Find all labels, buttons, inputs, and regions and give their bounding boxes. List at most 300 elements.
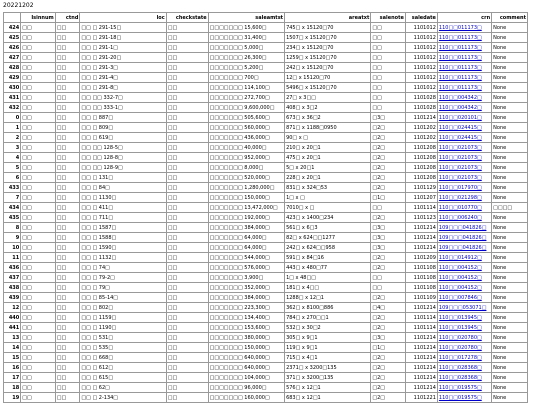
cell-salenote: □2□ (371, 153, 406, 163)
cell-loc: □□ □ 1588□ (80, 233, 166, 243)
cell-saledate: 1101012 (405, 33, 437, 43)
cell-ctnd: □□ (55, 293, 80, 303)
cell-ctnd: □□ (55, 103, 80, 113)
cell-Isinnum: □□ (21, 173, 56, 183)
cell-checkstate: □□ (166, 33, 208, 43)
cell-areatxt: 1507□ x 15120□70 (285, 33, 371, 43)
cell-salenote: □□ (371, 83, 406, 93)
cell-comment: None (492, 303, 528, 313)
cell-ctnd: □□ (55, 303, 80, 313)
cell-index: 7 (4, 193, 21, 203)
table-row (4, 143, 528, 153)
cell-checkstate: □□ (166, 23, 208, 33)
cell-saledate: 1101214 (405, 303, 437, 313)
cell-index: 0 (4, 113, 21, 123)
table-row (4, 253, 528, 263)
cell-checkstate: □□ (166, 153, 208, 163)
table-row (4, 363, 528, 373)
cell-checkstate: □□ (166, 383, 208, 393)
cell-crn[interactable]: 110□□011173□ (437, 23, 491, 33)
cell-areatxt: 12□ x 15120□70 (285, 73, 371, 83)
table-row (4, 103, 528, 113)
cell-loc: □□ □ 291-20□ (80, 53, 166, 63)
cell-saleamtst: □□□□□□□ 96,000□ (208, 383, 284, 393)
cell-loc: □□ □□ 128-8□ (80, 153, 166, 163)
cell-crn[interactable]: 110□□004342□ (437, 103, 491, 113)
cell-areatxt: 443□ x 480□77 (285, 263, 371, 273)
cell-comment: None (492, 23, 528, 33)
cell-crn[interactable]: 110□□024415□ (437, 123, 491, 133)
cell-index: 427 (4, 53, 21, 63)
cell-ctnd: □□ (55, 133, 80, 143)
cell-saledate: 1101214 (405, 223, 437, 233)
cell-areatxt: 831□ x 324□53 (285, 183, 371, 193)
cell-crn[interactable]: 110□□004342□ (437, 93, 491, 103)
cell-ctnd: □□ (55, 213, 80, 223)
cell-salenote: □2□ (371, 173, 406, 183)
cell-ctnd: □□ (55, 323, 80, 333)
cell-index: 11 (4, 253, 21, 263)
cell-areatxt: 242□ x 624□□958 (285, 243, 371, 253)
cell-crn[interactable]: 109□□□041826□ (437, 233, 491, 243)
cell-crn[interactable]: 110□□004152□ (437, 263, 491, 273)
cell-index: 439 (4, 293, 21, 303)
cell-loc: □□ □ 2-134□ (80, 393, 166, 403)
cell-Isinnum: □□ (21, 113, 56, 123)
cell-index: 434 (4, 203, 21, 213)
table-row (4, 313, 528, 323)
cell-Isinnum: □□ (21, 203, 56, 213)
cell-checkstate: □□ (166, 43, 208, 53)
table-row (4, 193, 528, 203)
table-row (4, 343, 528, 353)
cell-saledate: 1101214 (405, 243, 437, 253)
cell-checkstate: □□ (166, 173, 208, 183)
cell-salenote: □□ (371, 23, 406, 33)
cell-comment: None (492, 263, 528, 273)
cell-comment: None (492, 43, 528, 53)
cell-areatxt: 242□ x 15120□70 (285, 63, 371, 73)
cell-crn[interactable]: 110□□028368□ (437, 363, 491, 373)
cell-loc: □□ □ 535□ (80, 343, 166, 353)
cell-saledate: 1101202 (405, 123, 437, 133)
cell-index: 429 (4, 73, 21, 83)
cell-comment: None (492, 193, 528, 203)
cell-ctnd: □□ (55, 143, 80, 153)
cell-index: 8 (4, 223, 21, 233)
cell-index: 431 (4, 93, 21, 103)
cell-crn[interactable]: 110□□017970□ (437, 183, 491, 193)
cell-salenote: □□ (371, 273, 406, 283)
cell-saledate: 1101209 (405, 253, 437, 263)
cell-saledate: 1101109 (405, 293, 437, 303)
cell-ctnd: □□ (55, 153, 80, 163)
cell-index: 17 (4, 373, 21, 383)
cell-saledate: 1101214 (405, 233, 437, 243)
cell-areatxt: 5□ x 20□1 (285, 163, 371, 173)
cell-checkstate: □□ (166, 303, 208, 313)
cell-salenote: □□ (371, 103, 406, 113)
cell-index: 3 (4, 143, 21, 153)
cell-crn[interactable]: 109□□□053071□ (437, 303, 491, 313)
cell-index: 426 (4, 43, 21, 53)
cell-crn[interactable]: 110□□011173□ (437, 63, 491, 73)
cell-loc: □□ □ 802□ (80, 303, 166, 313)
cell-ctnd: □□ (55, 23, 80, 33)
cell-comment: None (492, 273, 528, 283)
cell-saleamtst: □□□□□□□ 700□ (208, 73, 284, 83)
cell-comment: None (492, 253, 528, 263)
cell-saleamtst: □□□□□□□ 114,100□ (208, 83, 284, 93)
table-row (4, 113, 528, 123)
cell-index: 13 (4, 333, 21, 343)
cell-crn[interactable]: 110□□011173□ (437, 53, 491, 63)
cell-salenote: □2□ (371, 373, 406, 383)
cell-areatxt: 784□ x 270□□1 (285, 313, 371, 323)
cell-crn[interactable]: 110□□021073□ (437, 143, 491, 153)
cell-saleamtst: □□□□□□□ 576,000□ (208, 263, 284, 273)
cell-crn[interactable]: 110□□020101□ (437, 113, 491, 123)
cell-Isinnum: □□ (21, 133, 56, 143)
cell-Isinnum: □□ (21, 213, 56, 223)
column-header-saleamtst: saleamtst (208, 13, 284, 23)
cell-Isinnum: □□ (21, 93, 56, 103)
table-row (4, 373, 528, 383)
table-row (4, 53, 528, 63)
cell-Isinnum: □□ (21, 233, 56, 243)
table-row (4, 133, 528, 143)
cell-saleamtst: □□□□□□□ 436,000□ (208, 133, 284, 143)
cell-salenote: □2□ (371, 323, 406, 333)
cell-index: 5 (4, 163, 21, 173)
table-row (4, 353, 528, 363)
cell-ctnd: □□ (55, 373, 80, 383)
cell-salenote: □3□ (371, 243, 406, 253)
cell-saleamtst: □□□□□□□ 384,000□ (208, 223, 284, 233)
cell-saleamtst: □□□□□□□ 13,472,000□ (208, 203, 284, 213)
column-header-index (4, 13, 21, 23)
cell-crn[interactable]: 110□□011173□ (437, 43, 491, 53)
cell-crn[interactable]: 109□□□041826□ (437, 243, 491, 253)
cell-ctnd: □□ (55, 113, 80, 123)
cell-comment: □□□□ (492, 203, 528, 213)
cell-checkstate: □□ (166, 163, 208, 173)
cell-areatxt: 423□ x 1400□234 (285, 213, 371, 223)
cell-salenote: □□ (371, 43, 406, 53)
cell-loc: □□ □ 668□ (80, 353, 166, 363)
table-row (4, 323, 528, 333)
cell-saleamtst: □□□□□□□ 64,000□ (208, 243, 284, 253)
cell-index: 440 (4, 313, 21, 323)
cell-salenote: □□ (371, 73, 406, 83)
cell-checkstate: □□ (166, 243, 208, 253)
column-header-Isinnum: Isinnum (21, 13, 56, 23)
table-row (4, 233, 528, 243)
cell-salenote: □2□ (371, 253, 406, 263)
cell-crn[interactable]: 110□□004152□ (437, 283, 491, 293)
cell-index: 432 (4, 103, 21, 113)
cell-salenote: □1□ (371, 193, 406, 203)
cell-checkstate: □□ (166, 63, 208, 73)
cell-salenote: □3□ (371, 233, 406, 243)
cell-checkstate: □□ (166, 203, 208, 213)
cell-ctnd: □□ (55, 263, 80, 273)
cell-crn[interactable]: 110□□010770□ (437, 203, 491, 213)
cell-salenote: □2□ (371, 123, 406, 133)
cell-index: 16 (4, 363, 21, 373)
cell-crn[interactable]: 110□□021298□ (437, 193, 491, 203)
cell-Isinnum: □□ (21, 103, 56, 113)
cell-salenote: □□ (371, 53, 406, 63)
cell-saledate: 1101208 (405, 163, 437, 173)
cell-loc: □□ □ 79-2□ (80, 273, 166, 283)
cell-salenote: □1□ (371, 343, 406, 353)
cell-areatxt: 1□ x □ (285, 193, 371, 203)
cell-index: 6 (4, 173, 21, 183)
table-row (4, 183, 528, 193)
cell-crn[interactable]: 110□□017278□ (437, 353, 491, 363)
table-row (4, 213, 528, 223)
cell-loc: □□ □ 615□ (80, 373, 166, 383)
cell-index: 437 (4, 273, 21, 283)
cell-salenote: □2□ (371, 263, 406, 273)
cell-saledate: 1101028 (405, 93, 437, 103)
cell-saledate: 1101214 (405, 373, 437, 383)
cell-Isinnum: □□ (21, 143, 56, 153)
cell-areatxt: 591□ x 84□16 (285, 253, 371, 263)
cell-comment: None (492, 93, 528, 103)
table-row (4, 273, 528, 283)
cell-crn[interactable]: 110□□013945□ (437, 313, 491, 323)
cell-checkstate: □□ (166, 393, 208, 403)
cell-comment: None (492, 283, 528, 293)
cell-crn[interactable]: 110□□020780□ (437, 343, 491, 353)
cell-salenote: □□ (371, 93, 406, 103)
cell-crn[interactable]: 110□□011173□ (437, 73, 491, 83)
cell-areatxt: 715□ x 4□1 (285, 353, 371, 363)
cell-index: 18 (4, 383, 21, 393)
cell-comment: None (492, 123, 528, 133)
cell-crn[interactable]: 110□□024415□ (437, 133, 491, 143)
cell-saledate: 1101207 (405, 193, 437, 203)
cell-comment: None (492, 333, 528, 343)
cell-crn[interactable]: 110□□004152□ (437, 273, 491, 283)
cell-checkstate: □□ (166, 103, 208, 113)
cell-index: 433 (4, 183, 21, 193)
cell-saledate: 1101214 (405, 353, 437, 363)
cell-salenote: □2□ (371, 363, 406, 373)
cell-areatxt: 1288□ x 12□1 (285, 293, 371, 303)
cell-crn[interactable]: 110□□019575□ (437, 393, 491, 403)
cell-salenote: □3□ (371, 333, 406, 343)
cell-comment: None (492, 163, 528, 173)
cell-loc: □□ □□ 333-1□ (80, 103, 166, 113)
cell-areatxt: 27□ x 3□□ (285, 93, 371, 103)
cell-saledate: 1101012 (405, 53, 437, 63)
table-row (4, 283, 528, 293)
cell-checkstate: □□ (166, 73, 208, 83)
cell-Isinnum: □□ (21, 353, 56, 363)
cell-ctnd: □□ (55, 233, 80, 243)
cell-crn[interactable]: 110□□019575□ (437, 383, 491, 393)
cell-comment: None (492, 33, 528, 43)
cell-checkstate: □□ (166, 233, 208, 243)
cell-areatxt: 532□ x 30□2 (285, 323, 371, 333)
cell-index: 438 (4, 283, 21, 293)
cell-Isinnum: □□ (21, 333, 56, 343)
cell-checkstate: □□ (166, 343, 208, 353)
table-row (4, 83, 528, 93)
cell-Isinnum: □□ (21, 43, 56, 53)
cell-index: 424 (4, 23, 21, 33)
cell-saleamtst: □□□□□□□ 9,600,000□ (208, 103, 284, 113)
cell-areatxt: 305□ x 9□1 (285, 333, 371, 343)
cell-ctnd: □□ (55, 243, 80, 253)
cell-comment: None (492, 143, 528, 153)
cell-saledate: 1101214 (405, 363, 437, 373)
cell-loc: □□ □ 85-14□ (80, 293, 166, 303)
cell-areatxt: 371□ x 3200□135 (285, 373, 371, 383)
cell-Isinnum: □□ (21, 363, 56, 373)
cell-loc: □□ □ 1590□ (80, 243, 166, 253)
cell-ctnd: □□ (55, 183, 80, 193)
cell-ctnd: □□ (55, 253, 80, 263)
cell-index: 436 (4, 263, 21, 273)
cell-saleamtst: □□□□□□□ 104,000□ (208, 373, 284, 383)
cell-ctnd: □□ (55, 93, 80, 103)
cell-areatxt: 362□ x 8100□886 (285, 303, 371, 313)
cell-loc: □□ □ 291-1□ (80, 43, 166, 53)
cell-loc: □□ □ 1132□ (80, 253, 166, 263)
cell-crn[interactable]: 110□□011173□ (437, 33, 491, 43)
cell-Isinnum: □□ (21, 273, 56, 283)
cell-ctnd: □□ (55, 343, 80, 353)
cell-loc: □□ □ 619□ (80, 133, 166, 143)
cell-checkstate: □□ (166, 183, 208, 193)
cell-checkstate: □□ (166, 223, 208, 233)
cell-checkstate: □□ (166, 113, 208, 123)
cell-ctnd: □□ (55, 333, 80, 343)
cell-Isinnum: □□ (21, 373, 56, 383)
cell-areatxt: 82□ x 624□□1277 (285, 233, 371, 243)
table-row (4, 223, 528, 233)
cell-Isinnum: □□ (21, 33, 56, 43)
cell-areatxt: 119□ x 9□1 (285, 343, 371, 353)
cell-Isinnum: □□ (21, 223, 56, 233)
column-header-comment: comment (492, 13, 528, 23)
cell-ctnd: □□ (55, 73, 80, 83)
cell-ctnd: □□ (55, 383, 80, 393)
cell-Isinnum: □□ (21, 283, 56, 293)
cell-saledate: 1101012 (405, 73, 437, 83)
cell-crn[interactable]: 110□□021073□ (437, 163, 491, 173)
cell-comment: None (492, 383, 528, 393)
cell-Isinnum: □□ (21, 73, 56, 83)
cell-areatxt: 673□ x 36□2 (285, 113, 371, 123)
cell-comment: None (492, 113, 528, 123)
cell-saleamtst: □□□□□□□ 952,000□ (208, 153, 284, 163)
cell-saleamtst: □□□□□□□ 380,000□ (208, 333, 284, 343)
cell-comment: None (492, 363, 528, 373)
cell-saledate: 1101114 (405, 203, 437, 213)
table-row (4, 63, 528, 73)
table-body (4, 23, 528, 403)
cell-ctnd: □□ (55, 83, 80, 93)
table-row (4, 303, 528, 313)
cell-crn[interactable]: 110□□028368□ (437, 373, 491, 383)
cell-salenote: □2□ (371, 313, 406, 323)
cell-saledate: 1101221 (405, 393, 437, 403)
cell-areatxt: 210□ x 20□1 (285, 143, 371, 153)
cell-crn[interactable]: 110□□014912□ (437, 253, 491, 263)
column-header-saledate: saledate (405, 13, 437, 23)
cell-salenote: □2□ (371, 213, 406, 223)
cell-index: 425 (4, 33, 21, 43)
cell-loc: □□ □ 74□ (80, 263, 166, 273)
cell-saleamtst: □□□□□□□ 544,000□ (208, 253, 284, 263)
cell-areatxt: 90□ x □ (285, 133, 371, 143)
cell-comment: None (492, 343, 528, 353)
cell-saledate: 1101108 (405, 283, 437, 293)
cell-saleamtst: □□□□□□□ 5,200□ (208, 63, 284, 73)
cell-saleamtst: □□□□□□□ 5,000□ (208, 43, 284, 53)
cell-checkstate: □□ (166, 323, 208, 333)
cell-crn[interactable]: 109□□□041826□ (437, 223, 491, 233)
cell-saledate: 1101012 (405, 83, 437, 93)
cell-saleamtst: □□□□□□□ 153,600□ (208, 323, 284, 333)
cell-saleamtst: □□□□□□□ 8,000□ (208, 163, 284, 173)
cell-index: 430 (4, 83, 21, 93)
cell-crn[interactable]: 110□□020780□ (437, 333, 491, 343)
cell-ctnd: □□ (55, 353, 80, 363)
cell-crn[interactable]: 110□□021073□ (437, 153, 491, 163)
cell-crn[interactable]: 110□□006240□ (437, 213, 491, 223)
cell-crn[interactable]: 110□□007846□ (437, 293, 491, 303)
cell-crn[interactable]: 110□□011173□ (437, 83, 491, 93)
cell-ctnd: □□ (55, 33, 80, 43)
table-header (4, 13, 528, 23)
cell-saleamtst: □□□□□□□ 150,000□ (208, 193, 284, 203)
cell-saleamtst: □□□□□□□ 223,300□ (208, 303, 284, 313)
cell-index: 435 (4, 213, 21, 223)
cell-crn[interactable]: 110□□013945□ (437, 323, 491, 333)
cell-ctnd: □□ (55, 203, 80, 213)
cell-Isinnum: □□ (21, 163, 56, 173)
cell-saleamtst: □□□□□□□ 505,600□ (208, 113, 284, 123)
cell-areatxt: 408□ x 3□2 (285, 103, 371, 113)
cell-crn[interactable]: 110□□021073□ (437, 173, 491, 183)
table-row (4, 263, 528, 273)
table-row (4, 23, 528, 33)
cell-loc: □□ □ 291-4□ (80, 73, 166, 83)
cell-index: 4 (4, 153, 21, 163)
cell-loc: □□ □ 1190□ (80, 323, 166, 333)
table-row (4, 393, 528, 403)
cell-saleamtst: □□□□□□□ 272,700□ (208, 93, 284, 103)
cell-comment: None (492, 313, 528, 323)
cell-checkstate: □□ (166, 313, 208, 323)
cell-loc: □□ □□ 332-7□ (80, 93, 166, 103)
cell-saledate: 1101114 (405, 313, 437, 323)
cell-checkstate: □□ (166, 293, 208, 303)
cell-comment: None (492, 233, 528, 243)
table-row (4, 203, 528, 213)
cell-loc: □□ □□ 128-9□ (80, 163, 166, 173)
cell-loc: □□ □ 711□ (80, 213, 166, 223)
cell-loc: □□ □ 887□ (80, 113, 166, 123)
cell-salenote: □2□ (371, 383, 406, 393)
cell-saledate: 1101214 (405, 113, 437, 123)
